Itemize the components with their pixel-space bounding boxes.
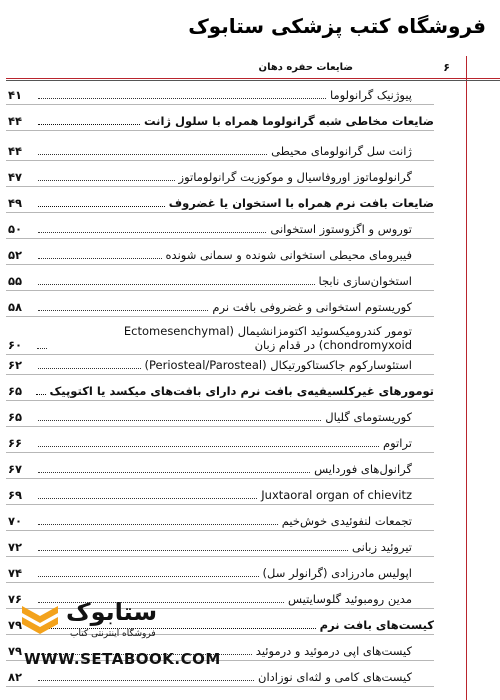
toc-entry-page: ۴۹ xyxy=(8,196,23,210)
toc-entry-page: ۸۲ xyxy=(8,670,23,684)
toc-entry-page: ۵۵ xyxy=(8,274,23,288)
leader-dots xyxy=(38,524,278,525)
toc-entry-title: کوریستوم استخوانی و غضروفی بافت نرم xyxy=(212,300,412,314)
toc-entry xyxy=(6,432,434,453)
leader-dots xyxy=(38,368,141,369)
toc-entry-title: مدین رومبوئید گلوسایتیس xyxy=(287,592,412,606)
toc-entry xyxy=(6,140,434,161)
toc-entry xyxy=(6,484,434,505)
toc-entry-page: ۴۴ xyxy=(8,114,23,128)
toc-entry-title: تجمعات لنفوئیدی خوش‌خیم xyxy=(281,514,412,528)
leader-dots xyxy=(38,446,379,447)
header-rule-dark xyxy=(6,80,500,81)
toc-entry-page: ۷۴ xyxy=(8,566,23,580)
leader-dots xyxy=(38,98,326,99)
leader-dots xyxy=(38,154,267,155)
toc-entry-page: ۷۰ xyxy=(8,514,23,528)
toc-entry-title: تیروئید زبانی xyxy=(352,540,412,554)
toc-entry-page: ۷۹ xyxy=(8,618,23,632)
toc-entry xyxy=(6,354,434,375)
toc-entry-title: کیست‌های اپی درموئید و درموئید xyxy=(255,644,412,658)
toc-entry xyxy=(6,406,434,427)
toc-entry-title: اپولیس مادرزادی (گرانولر سل) xyxy=(262,566,412,580)
toc-entry-page: ۴۱ xyxy=(8,88,23,102)
toc-entry-title: کوریستومای گلیال xyxy=(325,410,412,424)
toc-entry-title: گرانول‌های فوردایس xyxy=(314,462,412,476)
toc-entry-page: ۷۹ xyxy=(8,644,23,658)
toc-entry-title: گرانولوماتوز اوروفاسیال و موکوزیت گرانولوماتوز xyxy=(178,170,412,184)
toc-entry-title: ژانت سل گرانولومای محیطی xyxy=(271,144,412,158)
running-header-section: ضایعات حفره دهان xyxy=(258,62,353,73)
toc-entry xyxy=(6,536,434,557)
toc-entry-title: تومور کندرومیکسوئید اکتومزانشیمال (Ectomesenchymal chondromyxoid) در قدام زبان xyxy=(123,324,412,352)
toc-entry-page: ۷۲ xyxy=(8,540,23,554)
toc-entry xyxy=(6,320,434,355)
toc-entry xyxy=(6,166,434,187)
toc-entry xyxy=(6,296,434,317)
toc-entry xyxy=(6,84,434,105)
svg-text:ستابوک: ستابوک xyxy=(66,598,158,626)
toc-entry-title: استخوان‌سازی نابجا xyxy=(318,274,412,288)
leader-dots xyxy=(38,576,259,577)
toc-entry-title: کیست‌های کامی و لثه‌ای نوزادان xyxy=(258,670,412,684)
logo-tagline: فروشگاه اینترنتی کتاب xyxy=(70,629,156,639)
toc-entry-title: فیبرومای محیطی استخوانی شونده و سمانی شونده xyxy=(165,248,412,262)
leader-dots xyxy=(38,420,321,421)
leader-dots xyxy=(38,124,140,125)
leader-dots xyxy=(38,680,254,681)
leader-dots xyxy=(37,348,47,349)
toc-entry-title: ضایعات مخاطی شبه گرانولوما همراه با سلول ژانت xyxy=(143,114,434,128)
toc-entry xyxy=(6,458,434,479)
leader-dots xyxy=(38,206,165,207)
store-title: فروشگاه کتب پزشکی ستابوک xyxy=(188,14,486,38)
toc-entry xyxy=(6,218,434,239)
leader-dots xyxy=(38,310,208,311)
toc-entry-title: توروس و اگزوستوز استخوانی xyxy=(270,222,412,236)
toc-section-entry xyxy=(6,110,434,131)
toc-entry-page: ۶۶ xyxy=(8,436,23,450)
margin-rule xyxy=(466,56,467,700)
leader-dots xyxy=(38,284,315,285)
setabook-logo xyxy=(18,594,228,642)
toc-entry-page: ۶۵ xyxy=(8,410,23,424)
toc-entry xyxy=(6,562,434,583)
leader-dots xyxy=(38,258,162,259)
toc-entry-title: تراتوم xyxy=(382,436,412,450)
leader-dots xyxy=(38,180,175,181)
toc-entry-page: ۶۰ xyxy=(8,338,23,352)
toc-entry-page: ۶۵ xyxy=(8,384,23,398)
leader-dots xyxy=(38,232,266,233)
toc-entry-title: پیوژنیک گرانولوما xyxy=(329,88,412,102)
toc-entry-page: ۵۸ xyxy=(8,300,23,314)
toc-entry-title: ضایعات بافت نرم همراه با استخوان یا غضروف xyxy=(168,196,434,210)
leader-dots xyxy=(38,472,310,473)
toc-section-entry xyxy=(6,380,434,401)
toc-entry xyxy=(6,510,434,531)
leader-dots xyxy=(36,394,46,395)
toc-entry-page: ۶۹ xyxy=(8,488,23,502)
leader-dots xyxy=(38,498,257,499)
toc-entry xyxy=(6,270,434,291)
toc-section-entry xyxy=(6,192,434,213)
toc-entry-title: استئوسارکوم جاکستاکورتیکال (Periosteal/Parosteal) xyxy=(144,358,412,372)
toc-entry-page: ۶۲ xyxy=(8,358,23,372)
toc-entry-title: کیست‌های بافت نرم xyxy=(319,618,434,632)
toc-entry-title: تومورهای غیرکلسیفیه‌ی بافت نرم دارای بافت‌های میکسد یا اکتوپیک xyxy=(49,384,434,398)
toc-entry xyxy=(6,244,434,265)
toc-entry-page: ۶۷ xyxy=(8,462,23,476)
toc-entry xyxy=(6,666,434,687)
toc-entry-page: ۵۰ xyxy=(8,222,23,236)
toc-entry-page: ۴۷ xyxy=(8,170,23,184)
toc-entry-page: ۴۴ xyxy=(8,144,23,158)
toc-entry-page: ۵۲ xyxy=(8,248,23,262)
watermark-url: WWW.SETABOOK.COM xyxy=(24,650,221,668)
header-rule-red xyxy=(6,78,500,79)
logo-mark-icon xyxy=(22,606,58,634)
toc-entry-title: Juxtaoral organ of chievitz xyxy=(261,488,412,502)
page-number: ۶ xyxy=(443,61,450,74)
leader-dots xyxy=(38,550,348,551)
toc-entry-page: ۷۶ xyxy=(8,592,23,606)
